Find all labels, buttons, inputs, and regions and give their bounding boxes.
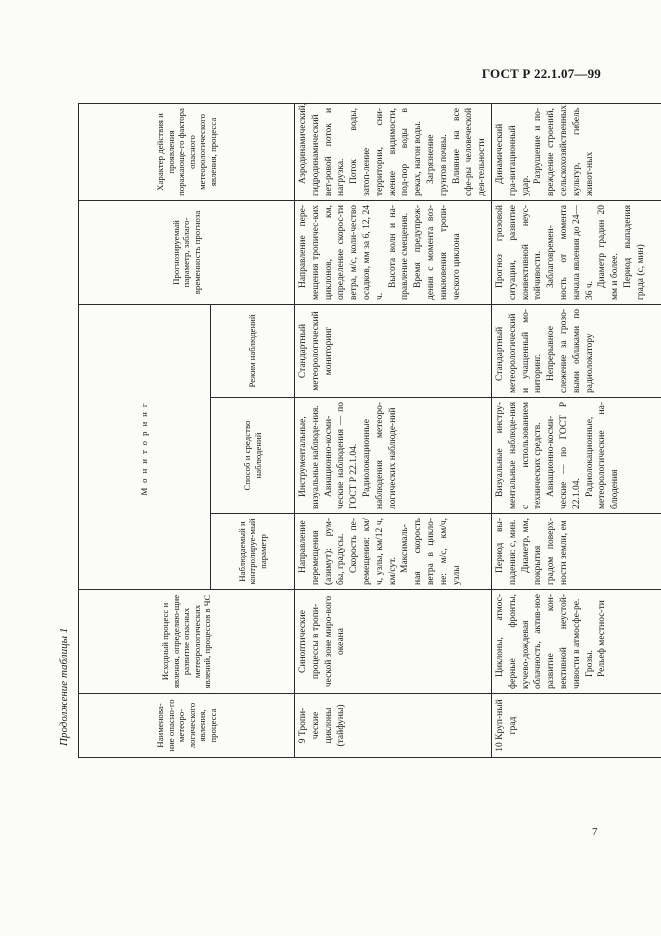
- header-source-process: Исходный процесс и явления, определяю-щие развитие опасных метеорологических явлений, процессов в ЧС: [79, 590, 295, 694]
- cell-paragraph: Скорость пе-ремещения: км/ч, узлы, км/12 ч, км/сут.: [349, 518, 398, 585]
- header-observation-method: Способ и средство наблюдений: [211, 398, 295, 514]
- cell-source-process: Синоптические процессы в тропи-ческой зоне миро-вого океана: [295, 590, 492, 694]
- table-row: [491, 103, 661, 757]
- cell-paragraph: Динамический гра-витационный удар.: [494, 123, 531, 196]
- cell-source-process: [491, 590, 661, 694]
- hazard-monitoring-table: [78, 103, 661, 758]
- cell-paragraph: Визуальные инстру-ментальные наблюде-ния с использованием технических средств.: [494, 402, 544, 509]
- cell-paragraph: Время предупреж-дения с момента воз-никновения тропи-ческого циклона: [413, 204, 462, 300]
- cell-paragraph: Диаметр, мм, покрытия градом поверх-ности земли, ем: [520, 518, 569, 585]
- cell-paragraph: Авиационно-косми-ческие наблюдения — по ГОСТ Р 22.1.04.: [323, 402, 360, 509]
- cell-paragraph: Влияние на все сфе-ры человеческой дея-тельности: [451, 107, 488, 196]
- cell-paragraph: Непрерывное слежение за грозо-выми облаками по радиолокатору: [546, 308, 595, 393]
- cell-forecast: [491, 200, 661, 304]
- cell-paragraph: Направление пере-мещения тропичес-ких циклонов, км, определение скорос-ти ветра, м/с, коли-чество осадков, мм за 6, 12, 24 ч.: [298, 204, 385, 300]
- cell-forecast: [295, 200, 492, 304]
- cell-paragraph: Направление перемещения (азимут): рум-бы, градусы.: [298, 518, 347, 585]
- cell-paragraph: Рельеф местнос-ти: [597, 600, 608, 677]
- document-header: ГОСТ Р 22.1.07—99: [481, 66, 601, 81]
- cell-paragraph: Инструментальные, визуальные наблюде-ния.: [298, 405, 321, 509]
- cell-paragraph: Период вы-падения: с, мин.: [494, 518, 518, 585]
- cell-paragraph: Прогноз грозовой ситуации, развитие конвективной неус-тойчивости.: [494, 204, 544, 300]
- cell-paragraph: Циклоны, атмос-ферные фронты, кучево-дождевая облачность, актив-ное развитие кон-вективной неустой-чивости в атмосфе-ре.: [494, 594, 582, 689]
- cell-paragraph: Загрязнение грунтов почвы.: [425, 134, 449, 196]
- cell-paragraph: Максималь-ная скорость ветра в цикло-не: м/с, км/ч, узлы: [400, 518, 462, 585]
- table-continuation-label: Продолжение таблицы 1: [58, 627, 70, 746]
- cell-effect: [295, 103, 492, 200]
- cell-paragraph: Период выпадения града (с, мин): [622, 204, 646, 300]
- page-number: 7: [592, 826, 598, 838]
- cell-paragraph: Радиолокационные наблюдения метеоро-логических наблюде-ний: [361, 402, 398, 509]
- cell-paragraph: Заблаговремен-ность от момента начала явления до 24—36 ч.: [546, 204, 595, 300]
- cell-effect: [491, 103, 661, 200]
- cell-observed-parameter: [491, 514, 661, 590]
- cell-paragraph: Разрушение и по-вреждение строений, сельскохозяйственных культур, гибель живот-ных: [533, 104, 595, 196]
- cell-paragraph: Авиационно-косми-ческие — по ГОСТ Р 22.1.04.: [546, 402, 582, 509]
- header-hazard-name: Наименова-ние опасно-го метеоро-логического явления, процесса: [79, 694, 295, 758]
- header-observed-parameter: Наблюдаемый и контролируе-мый параметр: [211, 514, 295, 590]
- cell-observation-mode: Стандартный метеорологический мониторинг: [295, 304, 492, 397]
- cell-observation-method: [491, 398, 661, 514]
- header-forecast: Прогнозируемый параметр, заблаго-временность прогноза: [79, 200, 295, 304]
- cell-paragraph: Поток воды, затоп-ление территории, сни-жение видимости, под-пор воды в реках, нагон воды.: [349, 107, 424, 196]
- cell-paragraph: Диаметр градин 20 мм и более.: [597, 204, 621, 300]
- table-row: [295, 103, 492, 757]
- cell-observation-mode: [491, 304, 661, 397]
- header-observation-mode: Режим наблюдений: [211, 304, 295, 397]
- cell-hazard-name: 9 Тропи-ческие циклоны (тайфуны): [295, 694, 492, 758]
- cell-paragraph: Стандартный метеорологический и учащенный мо-ниторинг.: [494, 308, 544, 393]
- cell-paragraph: Радиолокационные, метеорологические на-блюдения: [584, 402, 621, 509]
- table-header-row: [79, 103, 211, 757]
- cell-observation-method: [295, 398, 492, 514]
- cell-paragraph: Грозы.: [584, 650, 595, 677]
- header-monitoring: Мониторинг: [79, 304, 211, 589]
- header-effect: Характер действия и проявления поражающе-го фактора опасного метеорологического явления, процесса: [79, 103, 295, 200]
- cell-paragraph: Аэродинамический, гидродинамический вет-ровой поток и нагрузка.: [298, 102, 347, 196]
- cell-paragraph: Высота волн и на-правление смещения.: [387, 204, 411, 300]
- cell-observed-parameter: [295, 514, 492, 590]
- cell-hazard-name: 10 Круп-ный град: [491, 694, 661, 758]
